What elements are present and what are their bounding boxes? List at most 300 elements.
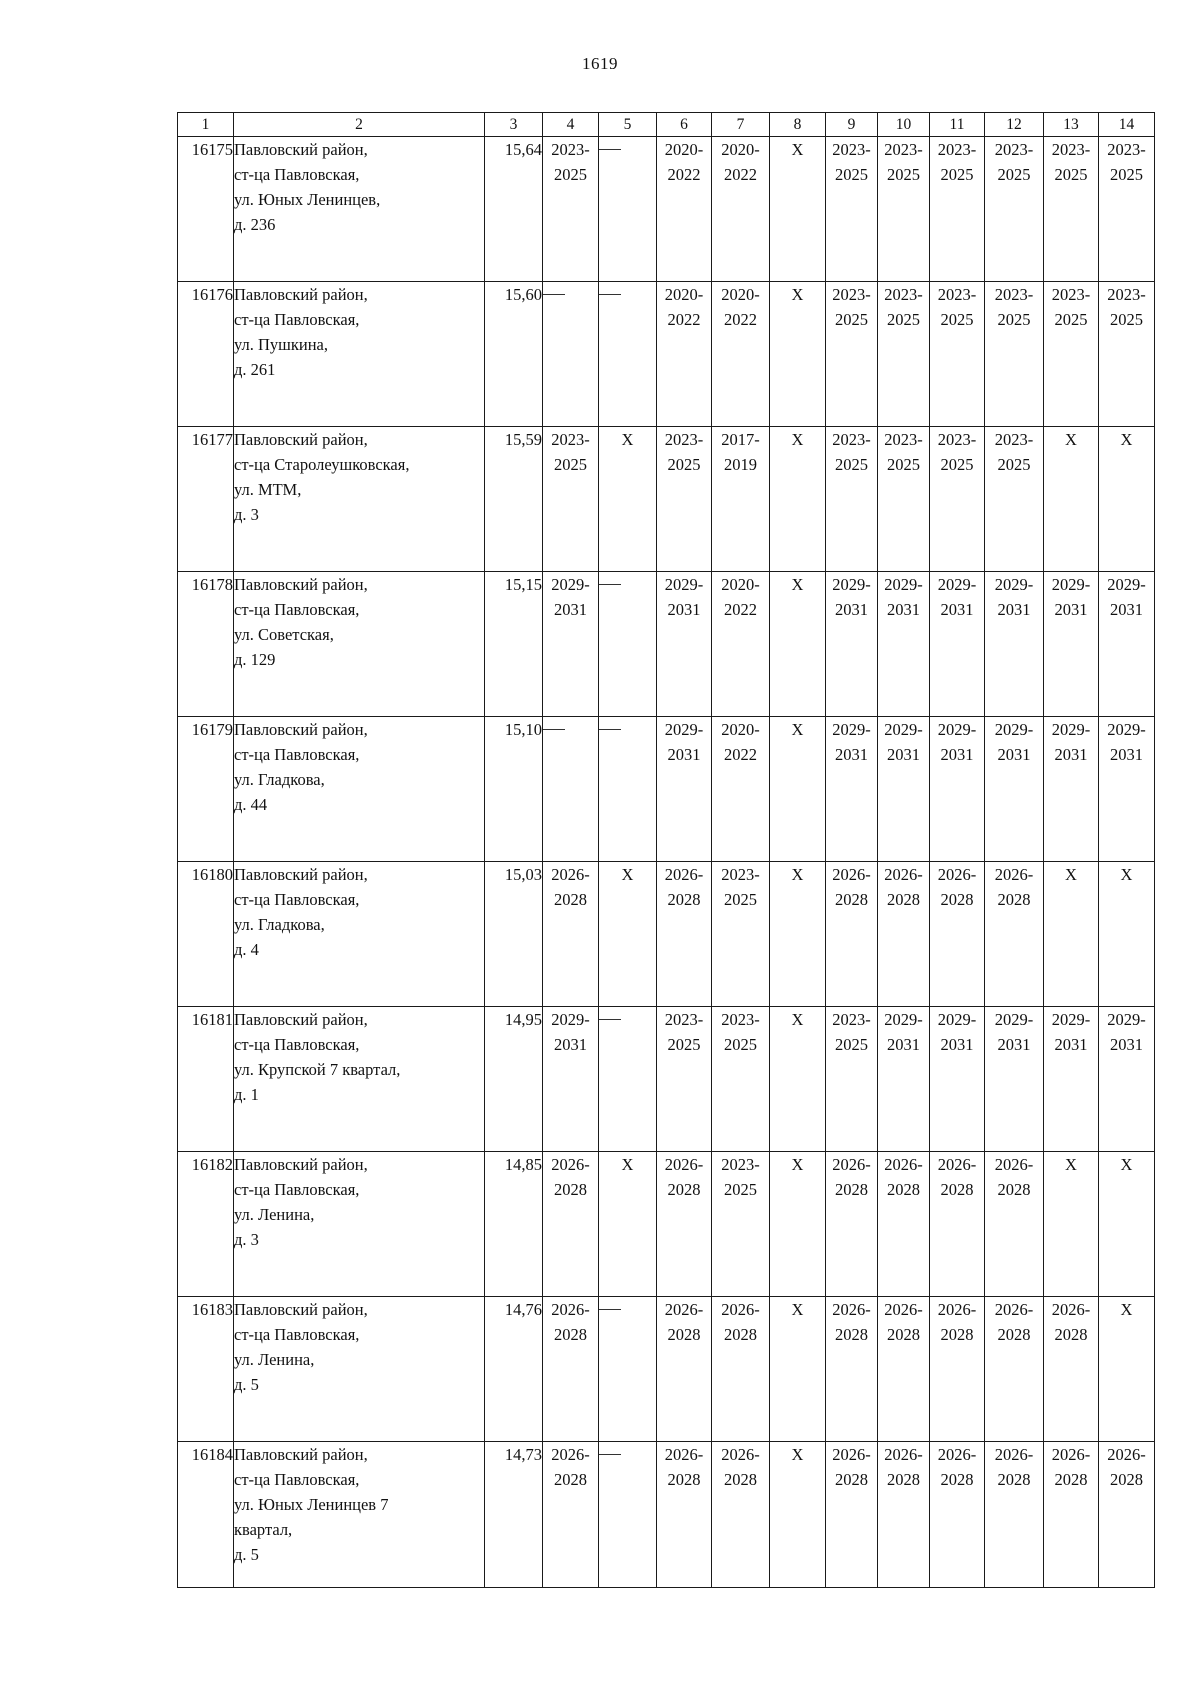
period-cell-col-10 [878,1007,930,1152]
dash-mark [599,1019,621,1020]
period-end: 2031 [997,745,1031,764]
address-line: д. 4 [234,940,259,959]
period-cell-col-8: X [770,427,826,572]
period-cell-col-9 [826,1442,878,1588]
address-line: д. 261 [234,360,276,379]
period-cell-col-14 [1099,1007,1155,1152]
period-end: 2031 [887,745,920,764]
period-end: 2031 [835,600,868,619]
period-start: 2026- [1051,1445,1091,1464]
period-end: 2028 [997,1470,1031,1489]
period-cell-col-6 [657,717,712,862]
period-end: 2028 [997,1325,1031,1344]
period-cell-col-5 [599,1442,657,1588]
period-start: 2026- [937,1445,977,1464]
address-line: Павловский район, [234,285,368,304]
period-start: 2026- [994,1155,1034,1174]
period-end: 2031 [940,745,974,764]
period-cell-col-14 [1099,1442,1155,1588]
period-end: 2025 [724,890,757,909]
dash-mark [543,294,565,295]
period-cell-col-12 [985,137,1044,282]
address-line: ул. Крупской 7 квартал, [234,1060,401,1079]
period-cell-col-8: X [770,137,826,282]
period-start: 2026- [551,1300,590,1319]
period-end: 2031 [554,1035,587,1054]
period-end: 2022 [667,165,701,184]
period-start: 2029- [884,1010,923,1029]
period-start: 2026- [664,865,704,884]
value-cell: 15,64 [485,137,543,282]
period-cell-col-12 [985,282,1044,427]
period-end: 2028 [997,890,1031,909]
address-line: Павловский район, [234,1155,368,1174]
period-start: 2029- [1051,720,1091,739]
address-line: Павловский район, [234,1010,368,1029]
period-cell-col-10 [878,1152,930,1297]
period-cell-col-8: X [770,1442,826,1588]
period-cell-col-10 [878,137,930,282]
period-start: 2029- [832,720,871,739]
period-end: 2028 [887,1180,920,1199]
table-row [178,572,1155,717]
period-cell-col-13: X [1044,1152,1099,1297]
address-line: Павловский район, [234,575,368,594]
period-start: 2023- [884,285,923,304]
period-start: 2026- [721,1445,760,1464]
period-end: 2022 [724,165,757,184]
period-cell-col-14: X [1099,427,1155,572]
value-cell: 15,03 [485,862,543,1007]
period-cell-col-14 [1099,137,1155,282]
dash-mark [599,1309,621,1310]
address-cell [234,282,485,427]
period-end: 2028 [667,1180,701,1199]
period-start: 2026- [937,1300,977,1319]
period-cell-col-14: X [1099,862,1155,1007]
period-cell-col-13: X [1044,862,1099,1007]
address-cell [234,427,485,572]
period-cell-col-10 [878,282,930,427]
period-end: 2031 [940,1035,974,1054]
address-line: д. 1 [234,1085,259,1104]
period-end: 2028 [835,1180,868,1199]
address-line: д. 5 [234,1375,259,1394]
period-end: 2025 [554,165,587,184]
period-end: 2025 [1054,310,1088,329]
period-end: 2028 [835,890,868,909]
period-cell-col-14: X [1099,1152,1155,1297]
column-header-11: 11 [930,113,985,137]
period-end: 2022 [724,745,757,764]
period-start: 2029- [994,575,1034,594]
column-header-3: 3 [485,113,543,137]
address-line: д. 44 [234,795,268,814]
column-header-8: 8 [770,113,826,137]
period-end: 2028 [724,1470,757,1489]
period-cell-col-4 [543,1007,599,1152]
period-cell-col-12 [985,1442,1044,1588]
period-cell-col-5: X [599,1152,657,1297]
period-cell-col-6 [657,1152,712,1297]
period-cell-col-11 [930,862,985,1007]
period-end: 2025 [940,310,974,329]
dash-mark [599,729,621,730]
period-end: 2031 [887,1035,920,1054]
period-cell-col-10 [878,427,930,572]
period-cell-col-9 [826,572,878,717]
period-cell-col-12 [985,717,1044,862]
period-cell-col-13 [1044,717,1099,862]
period-end: 2031 [940,600,974,619]
period-cell-col-4 [543,1442,599,1588]
period-start: 2026- [551,1445,590,1464]
period-cell-col-11 [930,1007,985,1152]
period-start: 2029- [832,575,871,594]
period-cell-col-12 [985,1152,1044,1297]
period-end: 2028 [887,1325,920,1344]
table-row [178,1152,1155,1297]
period-cell-col-7 [712,1007,770,1152]
period-cell-col-4 [543,572,599,717]
address-line: ул. Пушкина, [234,335,329,354]
period-end: 2025 [835,310,868,329]
period-start: 2023- [832,140,871,159]
address-line: д. 5 [234,1545,259,1564]
column-header-7: 7 [712,113,770,137]
period-cell-col-13 [1044,1007,1099,1152]
period-start: 2029- [664,720,704,739]
period-end: 2025 [1110,165,1143,184]
period-cell-col-4 [543,717,599,862]
period-start: 2026- [884,1155,923,1174]
period-start: 2029- [1051,575,1091,594]
column-header-5: 5 [599,113,657,137]
period-end: 2025 [835,165,868,184]
period-end: 2028 [554,1180,587,1199]
period-end: 2025 [940,165,974,184]
period-start: 2020- [721,140,760,159]
period-end: 2031 [1110,600,1143,619]
address-line: ул. Гладкова, [234,915,325,934]
address-line: ст-ца Павловская, [234,600,360,619]
period-end: 2031 [997,600,1031,619]
period-cell-col-7 [712,572,770,717]
table-row [178,862,1155,1007]
period-start: 2023- [884,430,923,449]
period-end: 2028 [835,1325,868,1344]
address-line: ул. Гладкова, [234,770,325,789]
period-start: 2029- [994,1010,1034,1029]
period-start: 2023- [551,140,590,159]
period-end: 2025 [667,455,701,474]
period-end: 2028 [1054,1470,1088,1489]
period-cell-col-5 [599,717,657,862]
period-cell-col-6 [657,572,712,717]
address-line: д. 236 [234,215,276,234]
period-cell-col-6 [657,1442,712,1588]
period-end: 2025 [835,455,868,474]
period-cell-col-13 [1044,572,1099,717]
period-cell-col-5 [599,137,657,282]
address-line: ул. Юных Ленинцев, [234,190,381,209]
column-header-9: 9 [826,113,878,137]
period-end: 2031 [1110,745,1143,764]
period-cell-col-8: X [770,862,826,1007]
row-number: 16183 [178,1297,234,1442]
period-cell-col-9 [826,1007,878,1152]
dash-mark [599,584,621,585]
period-start: 2023- [994,430,1034,449]
row-number: 16177 [178,427,234,572]
address-line: д. 129 [234,650,276,669]
period-end: 2025 [940,455,974,474]
period-end: 2028 [940,1180,974,1199]
period-start: 2029- [937,720,977,739]
column-header-10: 10 [878,113,930,137]
period-start: 2029- [551,575,590,594]
period-end: 2031 [667,600,701,619]
address-cell [234,1152,485,1297]
period-start: 2029- [884,575,923,594]
period-cell-col-7 [712,1297,770,1442]
period-start: 2026- [832,1300,871,1319]
address-line: Павловский район, [234,1445,368,1464]
period-start: 2026- [832,865,871,884]
period-cell-col-9 [826,137,878,282]
period-end: 2025 [997,455,1031,474]
period-start: 2026- [551,1155,590,1174]
period-cell-col-8: X [770,1152,826,1297]
period-cell-col-12 [985,862,1044,1007]
row-number: 16181 [178,1007,234,1152]
period-end: 2025 [835,1035,868,1054]
period-end: 2025 [887,165,920,184]
period-cell-col-10 [878,862,930,1007]
period-cell-col-5 [599,572,657,717]
period-end: 2031 [887,600,920,619]
period-cell-col-5: X [599,862,657,1007]
period-end: 2028 [1054,1325,1088,1344]
address-line: ул. МТМ, [234,480,302,499]
period-end: 2028 [940,1325,974,1344]
address-line: ст-ца Павловская, [234,1325,360,1344]
address-cell [234,717,485,862]
period-end: 2025 [997,310,1031,329]
period-start: 2020- [664,140,704,159]
period-start: 2023- [832,1010,871,1029]
address-line: ст-ца Павловская, [234,1035,360,1054]
period-cell-col-7 [712,137,770,282]
period-cell-col-6 [657,862,712,1007]
address-line: ст-ца Павловская, [234,165,360,184]
period-cell-col-13 [1044,1297,1099,1442]
period-end: 2031 [997,1035,1031,1054]
period-start: 2023- [937,140,977,159]
table-row [178,137,1155,282]
period-cell-col-9 [826,862,878,1007]
period-cell-col-9 [826,282,878,427]
period-start: 2029- [937,575,977,594]
address-line: ул. Ленина, [234,1205,315,1224]
period-cell-col-13: X [1044,427,1099,572]
period-end: 2025 [724,1035,757,1054]
period-cell-col-11 [930,572,985,717]
address-line: ст-ца Павловская, [234,310,360,329]
period-cell-col-13 [1044,1442,1099,1588]
column-header-14: 14 [1099,113,1155,137]
period-start: 2026- [1107,1445,1146,1464]
period-end: 2025 [554,455,587,474]
period-start: 2023- [1107,140,1146,159]
period-start: 2023- [937,285,977,304]
page-number: 1619 [582,54,618,73]
period-cell-col-9 [826,717,878,862]
period-start: 2029- [1107,1010,1146,1029]
period-start: 2026- [664,1445,704,1464]
row-number: 16180 [178,862,234,1007]
period-start: 2023- [721,1155,760,1174]
dash-mark [599,149,621,150]
period-cell-col-14: X [1099,1297,1155,1442]
address-line: ст-ца Павловская, [234,1470,360,1489]
period-start: 2026- [994,865,1034,884]
value-cell: 14,85 [485,1152,543,1297]
address-line: ст-ца Старолеушковская, [234,455,410,474]
period-end: 2031 [835,745,868,764]
period-cell-col-7 [712,282,770,427]
period-start: 2026- [937,1155,977,1174]
period-cell-col-9 [826,1297,878,1442]
row-number: 16178 [178,572,234,717]
period-cell-col-12 [985,427,1044,572]
value-cell: 15,60 [485,282,543,427]
period-start: 2020- [721,575,760,594]
period-cell-col-11 [930,427,985,572]
period-cell-col-6 [657,1007,712,1152]
dash-mark [599,1454,621,1455]
value-cell: 14,95 [485,1007,543,1152]
period-end: 2028 [940,890,974,909]
period-end: 2028 [554,1325,587,1344]
period-cell-col-4 [543,1297,599,1442]
period-cell-col-14 [1099,572,1155,717]
period-cell-col-6 [657,427,712,572]
period-end: 2025 [887,455,920,474]
period-start: 2023- [832,430,871,449]
table-row [178,1442,1155,1588]
column-header-6: 6 [657,113,712,137]
period-cell-col-13 [1044,137,1099,282]
period-start: 2023- [664,430,704,449]
period-end: 2022 [724,310,757,329]
address-cell [234,862,485,1007]
period-start: 2026- [884,1300,923,1319]
period-cell-col-8: X [770,282,826,427]
period-start: 2023- [1107,285,1146,304]
period-cell-col-11 [930,1152,985,1297]
period-cell-col-7 [712,717,770,862]
address-cell [234,1297,485,1442]
period-end: 2025 [1110,310,1143,329]
period-start: 2026- [937,865,977,884]
period-end: 2025 [667,1035,701,1054]
period-end: 2028 [667,1325,701,1344]
period-cell-col-12 [985,1007,1044,1152]
period-cell-col-10 [878,1297,930,1442]
period-end: 2022 [724,600,757,619]
period-cell-col-7 [712,1442,770,1588]
period-end: 2025 [997,165,1031,184]
dash-mark [543,729,565,730]
period-cell-col-12 [985,572,1044,717]
period-start: 2020- [721,720,760,739]
period-cell-col-8: X [770,717,826,862]
period-cell-col-11 [930,137,985,282]
period-start: 2026- [664,1300,704,1319]
housing-register-table [177,112,1155,1588]
period-start: 2023- [1051,140,1091,159]
period-start: 2026- [884,1445,923,1464]
period-start: 2026- [994,1445,1034,1464]
period-cell-col-4 [543,282,599,427]
period-start: 2023- [551,430,590,449]
period-end: 2031 [1054,1035,1088,1054]
period-cell-col-6 [657,137,712,282]
period-start: 2029- [551,1010,590,1029]
period-end: 2028 [1110,1470,1143,1489]
period-start: 2029- [1107,575,1146,594]
period-cell-col-7 [712,862,770,1007]
table-row [178,282,1155,427]
address-line: ст-ца Павловская, [234,1180,360,1199]
value-cell: 14,73 [485,1442,543,1588]
table-row [178,717,1155,862]
address-line: Павловский район, [234,430,368,449]
period-cell-col-8: X [770,572,826,717]
row-number: 16175 [178,137,234,282]
period-start: 2029- [1051,1010,1091,1029]
period-end: 2028 [554,1470,587,1489]
dash-mark [599,294,621,295]
period-start: 2023- [721,1010,760,1029]
period-start: 2023- [832,285,871,304]
period-cell-col-11 [930,1442,985,1588]
period-end: 2025 [1054,165,1088,184]
period-cell-col-14 [1099,717,1155,862]
period-cell-col-11 [930,1297,985,1442]
period-cell-col-5 [599,282,657,427]
address-line: Павловский район, [234,720,368,739]
period-cell-col-4 [543,862,599,1007]
period-start: 2026- [1051,1300,1091,1319]
period-start: 2023- [664,1010,704,1029]
column-header-1: 1 [178,113,234,137]
period-start: 2026- [832,1155,871,1174]
period-cell-col-4 [543,427,599,572]
period-cell-col-10 [878,1442,930,1588]
period-end: 2031 [1110,1035,1143,1054]
period-end: 2028 [835,1470,868,1489]
period-end: 2028 [667,890,701,909]
period-start: 2023- [721,865,760,884]
period-cell-col-8: X [770,1007,826,1152]
column-header-12: 12 [985,113,1044,137]
address-line: ст-ца Павловская, [234,890,360,909]
header-row [178,113,1155,137]
period-start: 2023- [1051,285,1091,304]
period-cell-col-5: X [599,427,657,572]
